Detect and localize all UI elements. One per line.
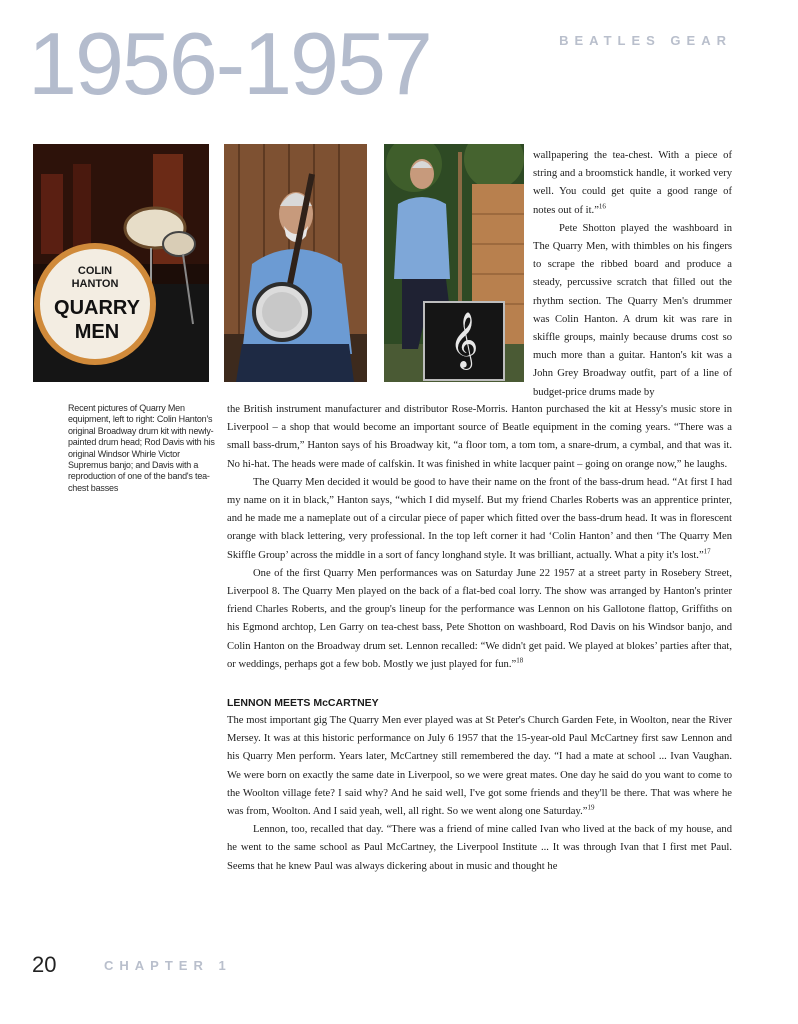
article-right-column: [533, 147, 732, 402]
paragraph-text: Pete Shotton played the washboard in The Quarry Men, with thimbles on his fingers to scrape the ribbed board and produce a steady, percussive scratch that filled out the rhythm section. The Quarry Men's drummer was Colin Hanton. A drum kit was rare in skiffle groups, mainly because drums cost so much more than a guitar. Hanton's kit was a John Grey Broadway outfit, part of a line of budget-price drums made by: [533, 222, 732, 398]
tea-chest-bass-photo: [384, 144, 524, 382]
footnote-ref: 18: [516, 656, 524, 665]
year-range-title: 1956-1957: [28, 14, 431, 113]
drum-kit-photo: [33, 144, 209, 382]
chapter-label: CHAPTER 1: [104, 958, 232, 973]
paragraph-continued: [533, 147, 732, 220]
drum-label-line1: COLIN: [77, 265, 113, 277]
paragraph: [227, 712, 732, 821]
paragraph: [227, 565, 732, 674]
article-main-column: [227, 401, 732, 876]
paragraph-text: The Quarry Men decided it would be good to have their name on the front of the bass-drum head. “At first I had my name on it in black,” Hanton says, “which I did myself. But my friend Charles Roberts was an apprentice printer, and he made me a nameplate out of a circular piece of paper which fitted over the bass-drum head. It was in florescent orange with black lettering, very professional. In the top left corner it had ‘Colin Hanton’ and then ‘The Quarry Men Skiffle Group’ across the middle in a sort of fancy longhand style. It was brilliant, actually. What a pity it's lost.”: [227, 476, 732, 561]
paragraph-text: The most important gig The Quarry Men ever played was at St Peter's Church Garden Fete, in Woolton, near the River Mersey. It was at this historic performance on July 6 1957 that the 15-year-old Paul McCartney first saw Lennon and his Quarry Men perform. Years later, McCartney still remembered the day. “I had a mate at school ... Ivan Vaughan. We were born on exactly the same date in Liverpool, so we were great mates. One day he said do you want to come to the Woolton village fete? I said why? And he said well, I've got some friends and they'll be there. That was where he was from, Woolton. And I said yeah, well, all right. So we went along one Saturday.”: [227, 715, 732, 818]
section-subhead: LENNON MEETS McCARTNEY: [227, 697, 379, 710]
footnote-ref: 17: [703, 547, 711, 556]
drum-label-line3: QUARRY: [54, 297, 140, 319]
drum-label-line4: MEN: [74, 321, 120, 343]
running-head: BEATLES GEAR: [559, 33, 732, 48]
page-number: 20: [32, 952, 57, 977]
paragraph: [227, 474, 732, 565]
paragraph-text: wallpapering the tea-chest. With a piece of string and a broomstick handle, it worked very well. You could get quite a good range of notes out of it.”: [533, 150, 732, 216]
paragraph-text: the British instrument manufacturer and distributor Rose-Morris. Hanton purchased the kit at Hessy's music store in Liverpool – a shop that would become an important source of Beatle equipment in the coming years. “There was a small bass-drum,” Hanton says of his Broadway kit, “a floor tom, a tom tom, a snare-drum, a cymbal, and that was it. No hi-hat. The heads were made of calfskin. It was finished in white lacquer paint – going on orange now,” he laughs.: [227, 404, 732, 470]
footnote-ref: 16: [598, 202, 606, 211]
footnote-ref: 19: [587, 803, 595, 812]
drum-label-line2: HANTON: [71, 278, 119, 290]
photo-caption: Recent pictures of Quarry Men equipment, left to right: Colin Hanton's original Broadway drum kit with newly-painted drum head; Rod Davis with his original Windsor Whirle Victor Supremus banjo; and Davis with a reproduction of one of the band's tea-chest basses: [68, 403, 215, 493]
banjo-player-photo: [224, 144, 367, 382]
treble-clef-icon: 𝄞: [449, 312, 479, 368]
paragraph-text: One of the first Quarry Men performances was on Saturday June 22 1957 at a street party in Rosebery Street, Liverpool 8. The Quarry Men played on the back of a flat-bed coal lorry. The show was arranged by Hanton's printer friend Charles Roberts, and the group's lineup for the performance was Lennon on his Gallotone flattop, Griffiths on his Egmond archtop, Len Garry on tea-chest bass, Pete Shotton on washboard, Rod Davis on his Windsor banjo, and Colin Hanton on the Broadway drum set. Lennon recalled: “We didn't get paid. We played at blokes’ parties after that, or weddings, perhaps got a few bob. Mostly we just played for fun.”: [227, 567, 732, 670]
paragraph-text: Lennon, too, recalled that day. “There was a friend of mine called Ivan who lived at the back of my house, and he went to the same school as Paul McCartney, the Liverpool Institute ... It was through Ivan that I first met Paul. Seems that he knew Paul was always dickering about in music and thought he: [227, 824, 732, 872]
